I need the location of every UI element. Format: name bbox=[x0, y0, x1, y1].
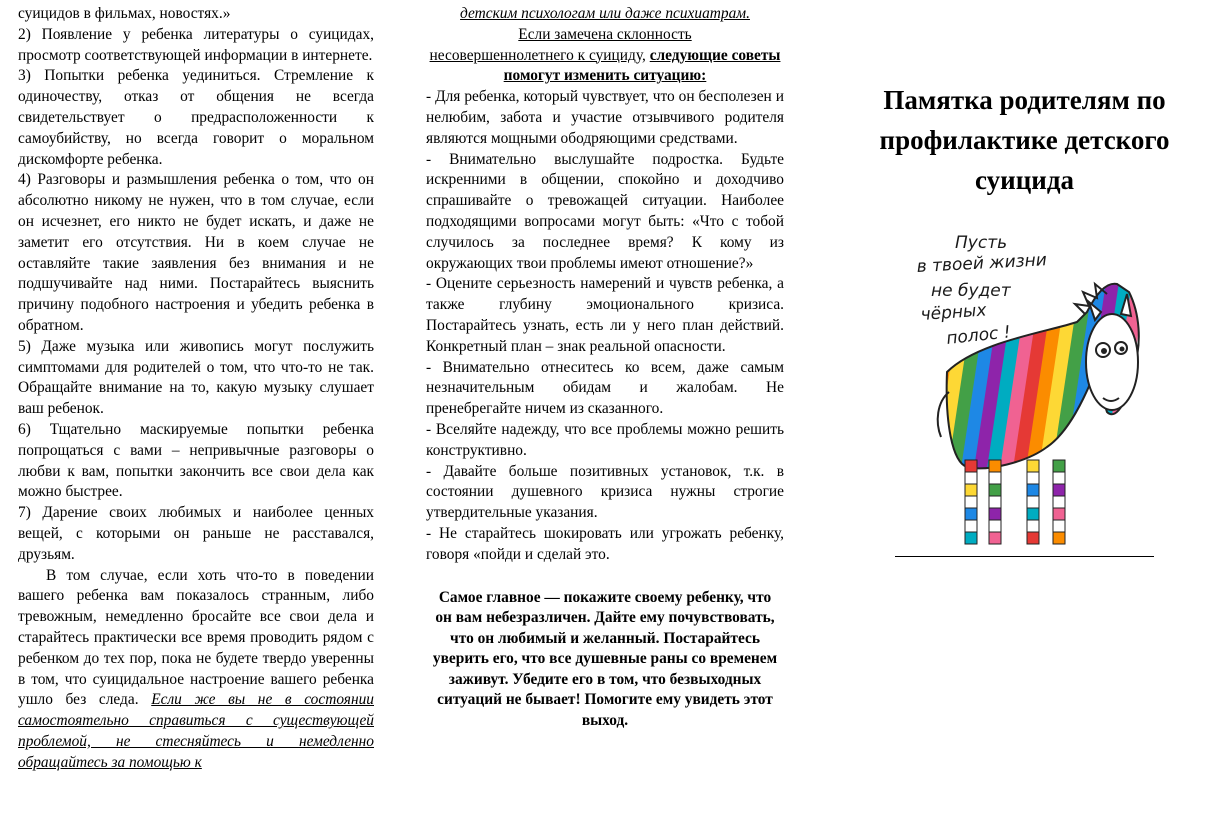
zebra-leg-segment bbox=[965, 484, 977, 496]
zebra-leg-segment bbox=[1053, 472, 1065, 484]
sign-item-7: 7) Дарение своих любимых и наиболее ценных вещей, с которыми он раньше не расставался, друзьям. bbox=[18, 504, 374, 563]
advice-item-6: - Давайте больше позитивных установок, т.к. в состоянии душевного кризиса нужны строгие утвердительные указания. bbox=[426, 462, 784, 522]
final-message: Самое главное — покажите своему ребенку, что он вам небезразличен. Дайте ему почувствовать, что он любимый и желанный. Постарайтесь уверить его, что все душевные раны со временем заживут. Убедите его в том, что безвыходных ситуаций не бывает! Помогите ему увидеть этот выход. bbox=[432, 588, 778, 730]
advice-item-1: - Для ребенка, который чувствует, что он бесполезен и нелюбим, забота и участие отзывчивого родителя являются мощными ободряющими средствами. bbox=[426, 88, 784, 147]
zebra-legs bbox=[965, 460, 1065, 544]
zebra-leg-segment bbox=[1027, 496, 1039, 508]
sign-item-6: 6) Тщательно маскируемые попытки ребенка попрощаться с вами – непривычные разговоры о любви к вам, попытки закончить все свои дела как можно быстрее. bbox=[18, 420, 374, 501]
separator-line bbox=[895, 556, 1154, 557]
zebra-leg-segment bbox=[1027, 484, 1039, 496]
zebra-leg-segment bbox=[989, 532, 1001, 544]
zebra-leg-segment bbox=[989, 496, 1001, 508]
caption-line-2: в твоей жизни bbox=[916, 250, 1048, 277]
zebra-leg-segment bbox=[965, 460, 977, 472]
zebra-leg-segment bbox=[1053, 496, 1065, 508]
zebra-leg-segment bbox=[965, 520, 977, 532]
zebra-leg-segment bbox=[1053, 484, 1065, 496]
sign-item-3: 3) Попытки ребенка уединиться. Стремление к одиночеству, отказ от общения не всегда свидетельствует о предрасположенности к самоубийству, но всегда говорит о моральном дискомфорте ребенка. bbox=[18, 67, 374, 168]
advice-item-2: - Внимательно выслушайте подростка. Будьте искренними в общении, спокойно и доходчиво спрашивайте о тревожащей ситуации. Наиболее подходящими вопросами могут быть: «Что с тобой случилось за последнее время? К кому из окружающих твои проблемы имеют отношение?» bbox=[426, 150, 784, 272]
zebra-leg-segment bbox=[965, 508, 977, 520]
column-2 bbox=[426, 4, 784, 732]
closing-paragraph bbox=[18, 566, 374, 774]
zebra-leg-segment bbox=[965, 496, 977, 508]
zebra-leg-segment bbox=[989, 472, 1001, 484]
sign-item-2: 2) Появление у ребенка литературы о суицидах, просмотр соответствующей информации в интернете. bbox=[18, 25, 374, 64]
advice-heading-line-2 bbox=[426, 46, 784, 88]
zebra-leg-segment bbox=[1027, 532, 1039, 544]
zebra-leg-segment bbox=[989, 520, 1001, 532]
advice-heading-line-1: Если замечена склонность bbox=[518, 25, 692, 43]
advice-item-4: - Внимательно отнеситесь ко всем, даже самым незначительным обидам и жалобам. Не пренебрегайте ничем из сказанного. bbox=[426, 358, 784, 418]
zebra-leg-segment bbox=[1027, 520, 1039, 532]
zebra-leg-segment bbox=[1053, 520, 1065, 532]
caption-line-5: полос ! bbox=[945, 322, 1012, 349]
column-1 bbox=[18, 4, 374, 773]
zebra-leg-segment bbox=[1027, 508, 1039, 520]
advice-heading-bold: следующие советы помогут изменить ситуацию: bbox=[503, 46, 781, 85]
zebra-leg-segment bbox=[1053, 532, 1065, 544]
zebra-leg-segment bbox=[989, 460, 1001, 472]
sign-item-4: 4) Разговоры и размышления ребенка о том, что он абсолютно никому не нужен, что в том случае, если он исчезнет, его никто не будет искать, и даже не заметит его отсутствия. Ни в коем случае не оставляйте такие заявления без внимания и не подшучивайте над ними. Постарайтесь выяснить причину подобного настроения и убедить ребенка в обратном. bbox=[18, 171, 374, 334]
page-title: Памятка родителям по профилактике детского суицида bbox=[879, 85, 1170, 195]
zebra-leg-segment bbox=[1053, 460, 1065, 472]
caption-line-3: не будет bbox=[931, 281, 1011, 301]
sign-item-5: 5) Даже музыка или живопись могут послужить симптомами для родителей о том, что что-то не так. Обращайте внимание на то, какую музыку слушает ваш ребенок. bbox=[18, 337, 374, 418]
closing-italic-text: Если же вы не в состоянии самостоятельно справиться с существующей проблемой, не стесняйтесь и немедленно обращайтесь за помощью к bbox=[18, 691, 374, 771]
zebra-illustration bbox=[907, 222, 1157, 554]
column-3 bbox=[852, 4, 1197, 200]
zebra-leg-segment bbox=[1027, 460, 1039, 472]
advice-item-3: - Оцените серьезность намерений и чувств ребенка, а также глубину эмоционального кризиса. Постарайтесь узнать, есть ли у него план действий. Конкретный план – знак реальной опасности. bbox=[426, 275, 784, 355]
caption-line-1: Пусть bbox=[955, 233, 1008, 253]
continuation-text: детским психологам или даже психиатрам. bbox=[460, 5, 750, 22]
paragraph-fragment: суицидов в фильмах, новостях.» bbox=[18, 5, 231, 22]
zebra-leg-segment bbox=[1053, 508, 1065, 520]
advice-item-5: - Вселяйте надежду, что все проблемы можно решить конструктивно. bbox=[426, 420, 784, 459]
zebra-leg-segment bbox=[965, 472, 977, 484]
caption-line-4: чёрных bbox=[919, 300, 988, 325]
zebra-leg-segment bbox=[989, 508, 1001, 520]
zebra-leg-segment bbox=[989, 484, 1001, 496]
zebra-drawing-icon bbox=[907, 222, 1157, 554]
closing-plain-text: В том случае, если хоть что-то в поведении вашего ребенка вам показалось странным, либо тревожным, немедленно бросайте все свои дела и старайтесь практически все время проводить рядом с ребенком до тех пор, пока не будете твердо уверенны в том, что суицидальное настроение вашего ребенка ушло без следа. bbox=[18, 566, 374, 709]
zebra-leg-segment bbox=[1027, 472, 1039, 484]
advice-heading-plain: несовершеннолетнего к суициду, bbox=[429, 46, 646, 64]
advice-item-7: - Не старайтесь шокировать или угрожать ребенку, говоря «пойди и сделай это. bbox=[426, 524, 784, 563]
zebra-leg-segment bbox=[965, 532, 977, 544]
